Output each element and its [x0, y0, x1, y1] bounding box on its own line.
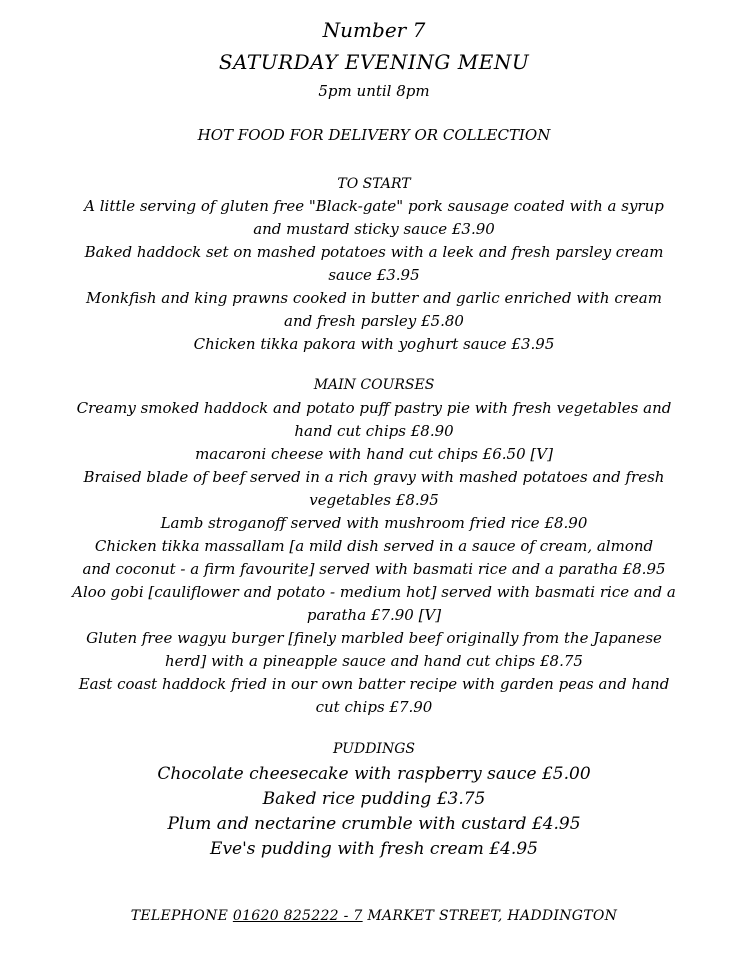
menu-item-line: Baked haddock set on mashed potatoes with a leek and fresh parsley cream	[84, 243, 664, 261]
delivery-tagline: HOT FOOD FOR DELIVERY OR COLLECTION	[197, 126, 551, 144]
menu-item-line: Monkfish and king prawns cooked in butter and garlic enriched with cream	[86, 289, 662, 307]
menu-item-line: paratha £7.90 [V]	[306, 606, 442, 624]
telephone-number[interactable]: 01620 825222 - 7	[232, 908, 363, 924]
puddings-heading: PUDDINGS	[333, 741, 415, 757]
menu-item-line: herd] with a pineapple sauce and hand cut chips £8.75	[165, 652, 583, 670]
pudding-item: Baked rice pudding £3.75	[262, 789, 486, 809]
pudding-item: Chocolate cheesecake with raspberry sauce £5.00	[157, 764, 591, 784]
menu-item-line: vegetables £8.95	[309, 491, 439, 509]
contact-footer	[0, 908, 748, 924]
menu-item-line: Chicken tikka massallam [a mild dish served in a sauce of cream, almond	[94, 537, 654, 555]
menu-item-line: Aloo gobi [cauliflower and potato - medium hot] served with basmati rice and a	[72, 583, 676, 601]
menu-item-line: and mustard sticky sauce £3.90	[253, 220, 495, 238]
menu-item-line: A little serving of gluten free "Black-gate" pork sausage coated with a syrup	[84, 197, 664, 215]
mains-list	[0, 397, 748, 719]
footer-address: MARKET STREET, HADDINGTON	[362, 908, 618, 924]
menu-item-line: and coconut - a firm favourite] served with basmati rice and a paratha £8.95	[82, 560, 666, 578]
menu-title: SATURDAY EVENING MENU	[218, 50, 530, 74]
menu-item-line: Chicken tikka pakora with yoghurt sauce £3.95	[193, 335, 555, 353]
menu-item-line: cut chips £7.90	[315, 698, 433, 716]
menu-item-line: Braised blade of beef served in a rich gravy with mashed potatoes and fresh	[83, 468, 665, 486]
menu-item-line: Lamb stroganoff served with mushroom fried rice £8.90	[160, 514, 588, 532]
starters-heading: TO START	[337, 176, 411, 192]
menu-item-line: and fresh parsley £5.80	[284, 312, 464, 330]
menu-item-line: macaroni cheese with hand cut chips £6.50 [V]	[195, 445, 553, 463]
mains-heading: MAIN COURSES	[313, 377, 435, 393]
restaurant-name: Number 7	[322, 18, 426, 42]
service-hours: 5pm until 8pm	[318, 82, 430, 100]
puddings-list	[0, 762, 748, 862]
menu-item-line: hand cut chips £8.90	[294, 422, 454, 440]
starters-list	[0, 195, 748, 356]
menu-item-line: East coast haddock fried in our own batter recipe with garden peas and hand	[78, 675, 670, 693]
pudding-item: Eve's pudding with fresh cream £4.95	[210, 839, 538, 859]
menu-item-line: Gluten free wagyu burger [finely marbled beef originally from the Japanese	[86, 629, 662, 647]
pudding-item: Plum and nectarine crumble with custard £4.95	[167, 814, 581, 834]
menu-item-line: Creamy smoked haddock and potato puff pastry pie with fresh vegetables and	[76, 399, 672, 417]
footer-prefix: TELEPHONE	[130, 908, 233, 924]
menu-item-line: sauce £3.95	[328, 266, 420, 284]
